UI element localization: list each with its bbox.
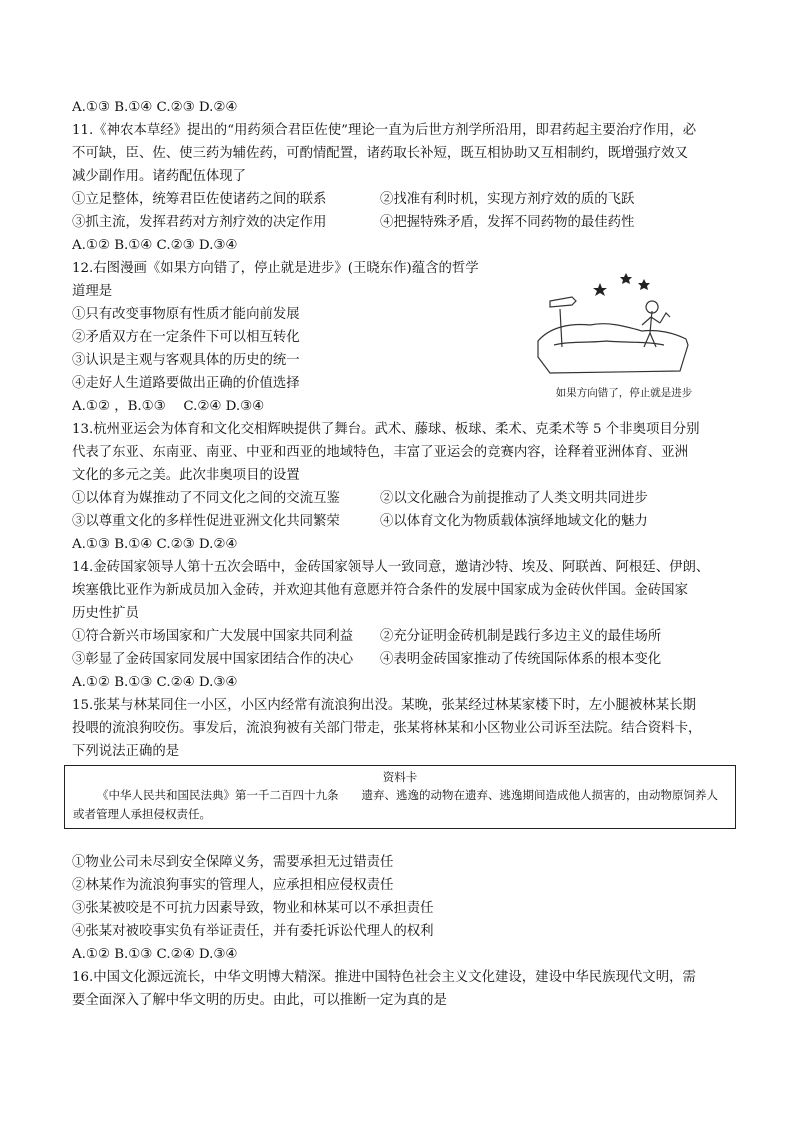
- q12-answers: A.①② ，B.①③ C.②④ D.③④: [72, 399, 265, 414]
- q11-option-4: ④把握特殊矛盾，发挥不同药物的最佳药性: [380, 215, 635, 230]
- cartoon-drawing: [530, 261, 718, 383]
- q16-stem-line: 要全面深入了解中华文明的历史。由此，可以推断一定为真的是: [72, 993, 447, 1008]
- q13-option-1: ①以体育为媒推动了不同文化之间的交流互鉴: [72, 491, 340, 506]
- signpost-pole: [560, 309, 562, 347]
- q14-option-3: ③彰显了金砖国家同发展中国家团结合作的决心: [72, 652, 354, 667]
- q15-answers: A.①② B.①③ C.②④ D.③④: [72, 947, 238, 962]
- q12-option-2: ②矛盾双方在一定条件下可以相互转化: [72, 330, 300, 345]
- q11-answers: A.①② B.①④ C.②③ D.③④: [72, 238, 238, 253]
- q14-stem-line: 14.金砖国家领导人第十五次会晤中，金砖国家领导人一致同意，邀请沙特、埃及、阿联酋、阿根廷、伊朗、: [72, 560, 710, 575]
- info-card-body: 《中华人民共和国民法典》第一千二百四十九条 遗弃、逃逸的动物在遗弃、逃逸期间造成他人损害的，由动物原饲养人或者管理人承担侵权责任。: [73, 788, 718, 821]
- star-icon: [593, 283, 607, 296]
- star-icon: [638, 279, 650, 290]
- q11-option-3: ③抓主流，发挥君药对方剂疗效的决定作用: [72, 215, 327, 230]
- cartoon-illustration: [530, 261, 718, 401]
- q14-answers: A.①② B.①③ C.②④ D.③④: [72, 675, 238, 690]
- question-15: [72, 694, 728, 966]
- question-13: [72, 418, 728, 556]
- q13-option-3: ③以尊重文化的多样性促进亚洲文化共同繁荣: [72, 514, 340, 529]
- q15-stem-line: 投喂的流浪狗咬伤。事发后，流浪狗被有关部门带走，张某将林某和小区物业公司诉至法院。结合资料卡，: [72, 721, 702, 736]
- person-body: [642, 311, 660, 347]
- q12-option-3: ③认识是主观与客观具体的历史的统一: [72, 353, 300, 368]
- q15-stem-line: 下列说法正确的是: [72, 744, 180, 759]
- q15-option-4: ④张某对被咬事实负有举证责任，并有委托诉讼代理人的权利: [72, 924, 434, 939]
- cliff-texture: [554, 341, 664, 345]
- q14-stem-line: 埃塞俄比亚作为新成员加入金砖，并欢迎其他有意愿并符合条件的发展中国家成为金砖伙伴国。金砖国家: [72, 583, 688, 598]
- q11-option-2: ②找准有利时机，实现方剂疗效的质的飞跃: [380, 192, 635, 207]
- q15-option-1: ①物业公司未尽到安全保障义务，需要承担无过错责任: [72, 855, 394, 870]
- info-card: [64, 765, 736, 829]
- q13-stem-line: 代表了东亚、东南亚、南亚、中亚和西亚的地域特色，丰富了亚运会的竞赛内容，诠释着亚洲体育、亚洲: [72, 445, 688, 460]
- q15-option-3: ③张某被咬是不可抗力因素导致，物业和林某可以不承担责任: [72, 901, 434, 916]
- q12-option-1: ①只有改变事物原有性质才能向前发展: [72, 307, 300, 322]
- q15-option-2: ②林某作为流浪狗事实的管理人，应承担相应侵权责任: [72, 878, 394, 893]
- q13-option-4: ④以体育文化为物质载体演绎地域文化的魅力: [380, 514, 648, 529]
- q14-stem-line: 历史性扩员: [72, 606, 139, 621]
- signpost-sign: [550, 297, 576, 307]
- q14-option-1: ①符合新兴市场国家和广大发展中国家共同利益: [72, 629, 354, 644]
- q11-stem-line: 不可缺，臣、佐、使三药为辅佐药，可酌情配置，诸药取长补短，既互相协助又互相制约，既增强疗效又: [72, 146, 688, 161]
- info-card-title: 资料卡: [382, 770, 418, 784]
- q15-stem-line: 15.张某与林某同住一小区，小区内经常有流浪狗出没。某晚，张某经过林某家楼下时，左小腿被林某长期: [72, 698, 696, 713]
- star-icon: [620, 273, 632, 284]
- exam-page: [72, 96, 728, 1012]
- q12-option-4: ④走好人生道路要做出正确的价值选择: [72, 376, 300, 391]
- q14-option-2: ②充分证明金砖机制是践行多边主义的最佳场所: [380, 629, 662, 644]
- q11-stem-line: 减少副作用。诸药配伍体现了: [72, 169, 247, 184]
- q11-option-1: ①立足整体，统筹君臣佐使诸药之间的联系: [72, 192, 327, 207]
- question-16: [72, 966, 728, 1012]
- cliff-shape: [538, 324, 688, 373]
- cartoon-caption: 如果方向错了，停止就是进步: [555, 387, 693, 399]
- question-11: [72, 119, 728, 257]
- question-14: [72, 556, 728, 694]
- q12-stem-line: 道理是: [72, 284, 113, 299]
- q10-answers: A.①③ B.①④ C.②③ D.②④: [72, 100, 238, 115]
- q13-option-2: ②以文化融合为前提推动了人类文明共同进步: [380, 491, 648, 506]
- q13-stem-line: 文化的多元之美。此次非奥项目的设置: [72, 468, 300, 483]
- q16-stem-line: 16.中国文化源远流长，中华文明博大精深。推进中国特色社会主义文化建设，建设中华民族现代文明，需: [72, 970, 696, 985]
- person-arm: [660, 313, 670, 323]
- q13-answers: A.①③ B.①④ C.②③ D.②④: [72, 537, 238, 552]
- q14-option-4: ④表明金砖国家推动了传统国际体系的根本变化: [380, 652, 662, 667]
- q12-stem-line: 12.右图漫画《如果方向错了，停止就是进步》(王晓东作)蕴含的哲学: [72, 261, 479, 276]
- q11-stem-line: 11.《神农本草经》提出的“用药须合君臣佐使”理论一直为后世方剂学所沿用，即君药起主要治疗作用，必: [72, 123, 697, 138]
- q13-stem-line: 13.杭州亚运会为体育和文化交相辉映提供了舞台。武术、藤球、板球、柔术、克柔术等 5 个非奥项目分别: [72, 422, 700, 437]
